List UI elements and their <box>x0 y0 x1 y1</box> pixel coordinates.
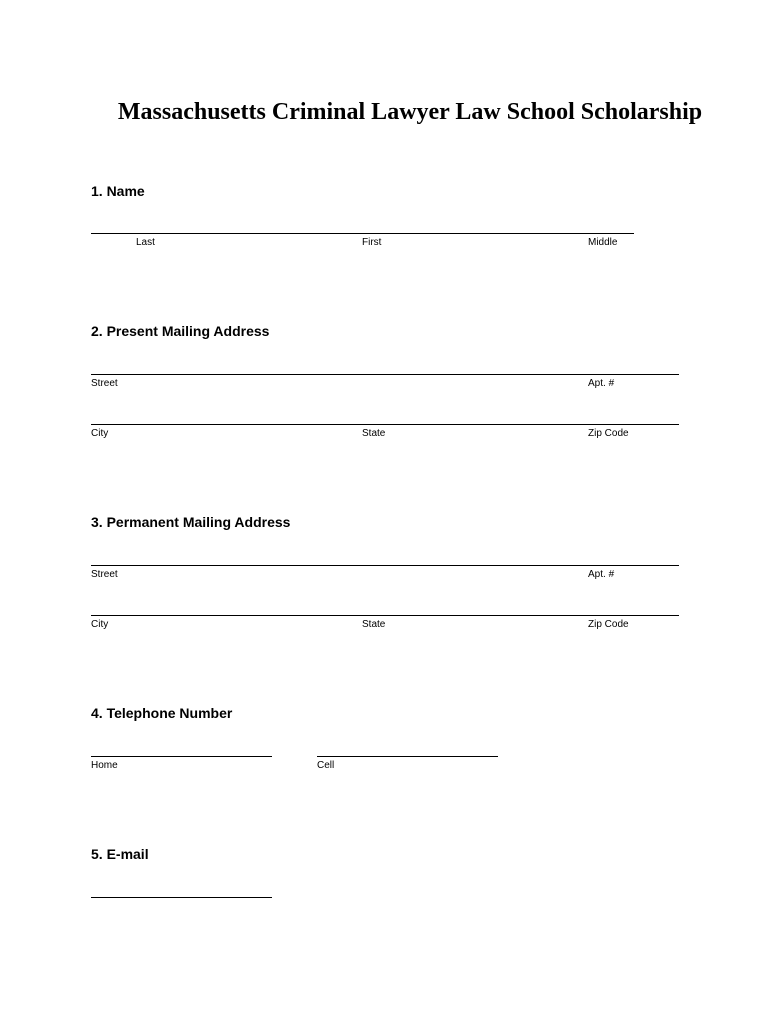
present-street-label: Street <box>91 378 118 389</box>
permanent-street-field[interactable] <box>91 545 679 565</box>
permanent-street-line <box>91 565 679 566</box>
permanent-state-label: State <box>362 619 386 630</box>
present-city-line <box>91 424 679 425</box>
section-telephone-heading: 4. Telephone Number <box>91 705 233 721</box>
home-phone-label: Home <box>91 760 118 771</box>
present-apt-label: Apt. # <box>588 378 615 389</box>
permanent-apt-label: Apt. # <box>588 569 615 580</box>
document-title: Massachusetts Criminal Lawyer Law School Scholarship <box>117 99 703 125</box>
permanent-city-state-zip-field[interactable] <box>91 595 679 615</box>
present-street-line <box>91 374 679 375</box>
section-permanent-address-heading: 3. Permanent Mailing Address <box>91 514 291 530</box>
home-phone-field[interactable] <box>91 736 272 756</box>
section-name-heading: 1. Name <box>91 183 145 199</box>
present-state-label: State <box>362 428 386 439</box>
name-field[interactable] <box>91 213 634 233</box>
middle-name-label: Middle <box>588 237 618 248</box>
present-street-field[interactable] <box>91 354 679 374</box>
permanent-city-label: City <box>91 619 109 630</box>
name-line <box>91 233 634 234</box>
present-city-label: City <box>91 428 109 439</box>
email-field[interactable] <box>91 877 272 897</box>
section-present-address-heading: 2. Present Mailing Address <box>91 323 270 339</box>
section-email-heading: 5. E-mail <box>91 846 149 862</box>
present-zip-label: Zip Code <box>588 428 629 439</box>
last-name-label: Last <box>136 237 155 248</box>
cell-phone-line <box>317 756 498 757</box>
home-phone-line <box>91 756 272 757</box>
permanent-street-label: Street <box>91 569 118 580</box>
present-city-state-zip-field[interactable] <box>91 404 679 424</box>
permanent-city-line <box>91 615 679 616</box>
permanent-zip-label: Zip Code <box>588 619 629 630</box>
cell-phone-label: Cell <box>317 760 335 771</box>
first-name-label: First <box>362 237 382 248</box>
email-line <box>91 897 272 898</box>
cell-phone-field[interactable] <box>317 736 498 756</box>
